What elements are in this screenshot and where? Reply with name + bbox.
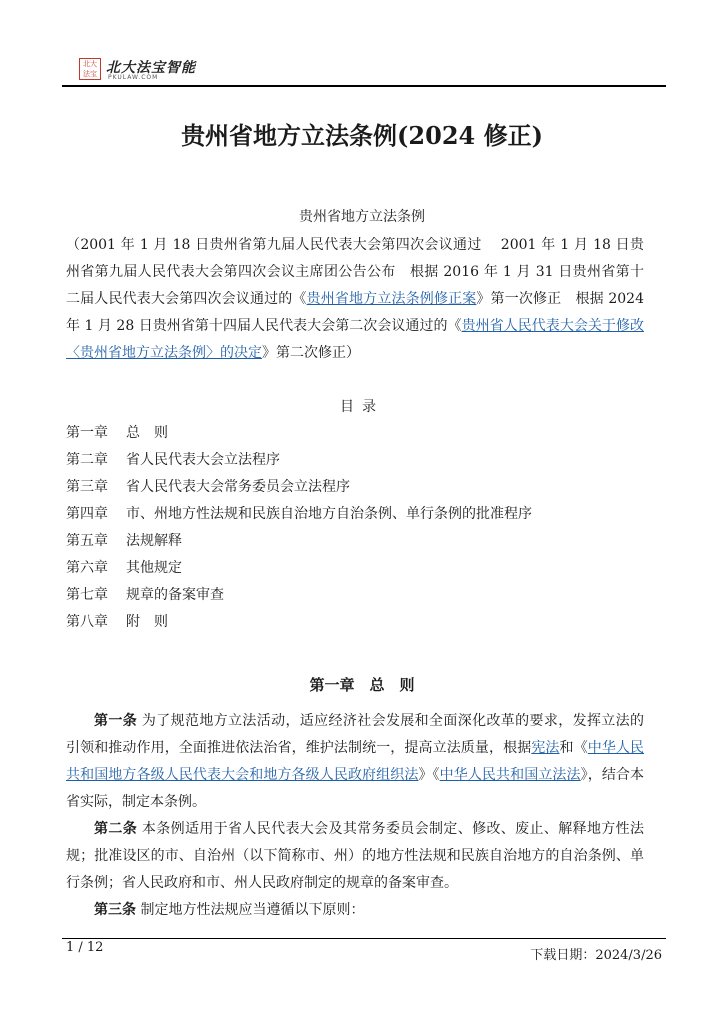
constitution-link[interactable]: 宪法 <box>531 740 560 756</box>
chapter-heading: 第一章 总 则 <box>309 676 415 694</box>
toc-item: 第一章 总 则 <box>66 425 168 441</box>
toc-item: 第二章 省人民代表大会立法程序 <box>66 452 280 468</box>
page-header <box>62 54 666 86</box>
document-title: 贵州省地方立法条例(2024 修正) <box>181 121 543 150</box>
toc-item: 第六章 其他规定 <box>66 560 182 576</box>
amendment-link[interactable]: 贵州省地方立法条例修正案 <box>306 291 477 307</box>
header-divider <box>62 85 666 87</box>
document-subtitle: 贵州省地方立法条例 <box>299 209 425 225</box>
chapter-body <box>66 708 644 924</box>
toc-item: 第七章 规章的备案审查 <box>66 587 224 603</box>
organic-law-link[interactable]: 中华人民共和国地方各级人民代表大会和地方各级人民政府组织法 <box>66 740 645 783</box>
logo-subtext: PKULAW.COM <box>108 74 159 81</box>
article-1: 第一条 为了规范地方立法活动，适应经济社会发展和全面深化改革的要求，发挥立法的引领和推动作用，全面推进依法治省，维护法制统一，提高立法质量，根据宪法和《中华人民共和国地方各级人民代表大会和地方各级人民政府组织法》《中华人民共和国立法法》，结合本省实际，制定本条例。 <box>66 713 645 810</box>
table-of-contents <box>66 420 644 636</box>
download-date: 下载日期：2024/3/26 <box>530 948 662 963</box>
logo-text: 北大法宝智能 <box>106 60 196 76</box>
toc-title: 目录 <box>340 399 384 415</box>
legislation-law-link[interactable]: 中华人民共和国立法法 <box>439 767 581 783</box>
page-number: 1 / 12 <box>66 940 104 955</box>
toc-item: 第八章 附 则 <box>66 614 168 630</box>
article-3: 第三条 制定地方性法规应当遵循以下原则： <box>94 902 365 918</box>
pkulaw-logo-icon: 北大 法宝 <box>79 58 101 80</box>
toc-item: 第三章 省人民代表大会常务委员会立法程序 <box>66 479 350 495</box>
toc-item: 第五章 法规解释 <box>66 533 182 549</box>
decision-link[interactable]: 贵州省人民代表大会关于修改〈贵州省地方立法条例〉的决定 <box>66 318 644 361</box>
footer-divider <box>62 938 666 939</box>
toc-item: 第四章 市、州地方性法规和民族自治地方自治条例、单行条例的批准程序 <box>66 506 532 522</box>
article-2: 第二条 本条例适用于省人民代表大会及其常务委员会制定、修改、废止、解释地方性法规；批准设区的市、自治州（以下简称市、州）的地方性法规和民族自治地方的自治条例、单行条例；省人民政府和市、州人民政府制定的规章的备案审查。 <box>66 821 645 891</box>
revision-history: （2001 年 1 月 18 日贵州省第九届人民代表大会第四次会议通过 2001 年 1 月 18 日贵州省第九届人民代表大会第四次会议主席团公告公布 根据 2016 年 1 月 31 日贵州省第十二届人民代表大会第四次会议通过的《贵州省地方立法条例修正案》第一次修正 根据 2024 年 1 月 28 日贵州省第十四届人民代表大会第二次会议通过的《贵州省人民代表大会关于修改〈贵州省地方立法条例〉的决定》第二次修正） <box>66 237 644 361</box>
